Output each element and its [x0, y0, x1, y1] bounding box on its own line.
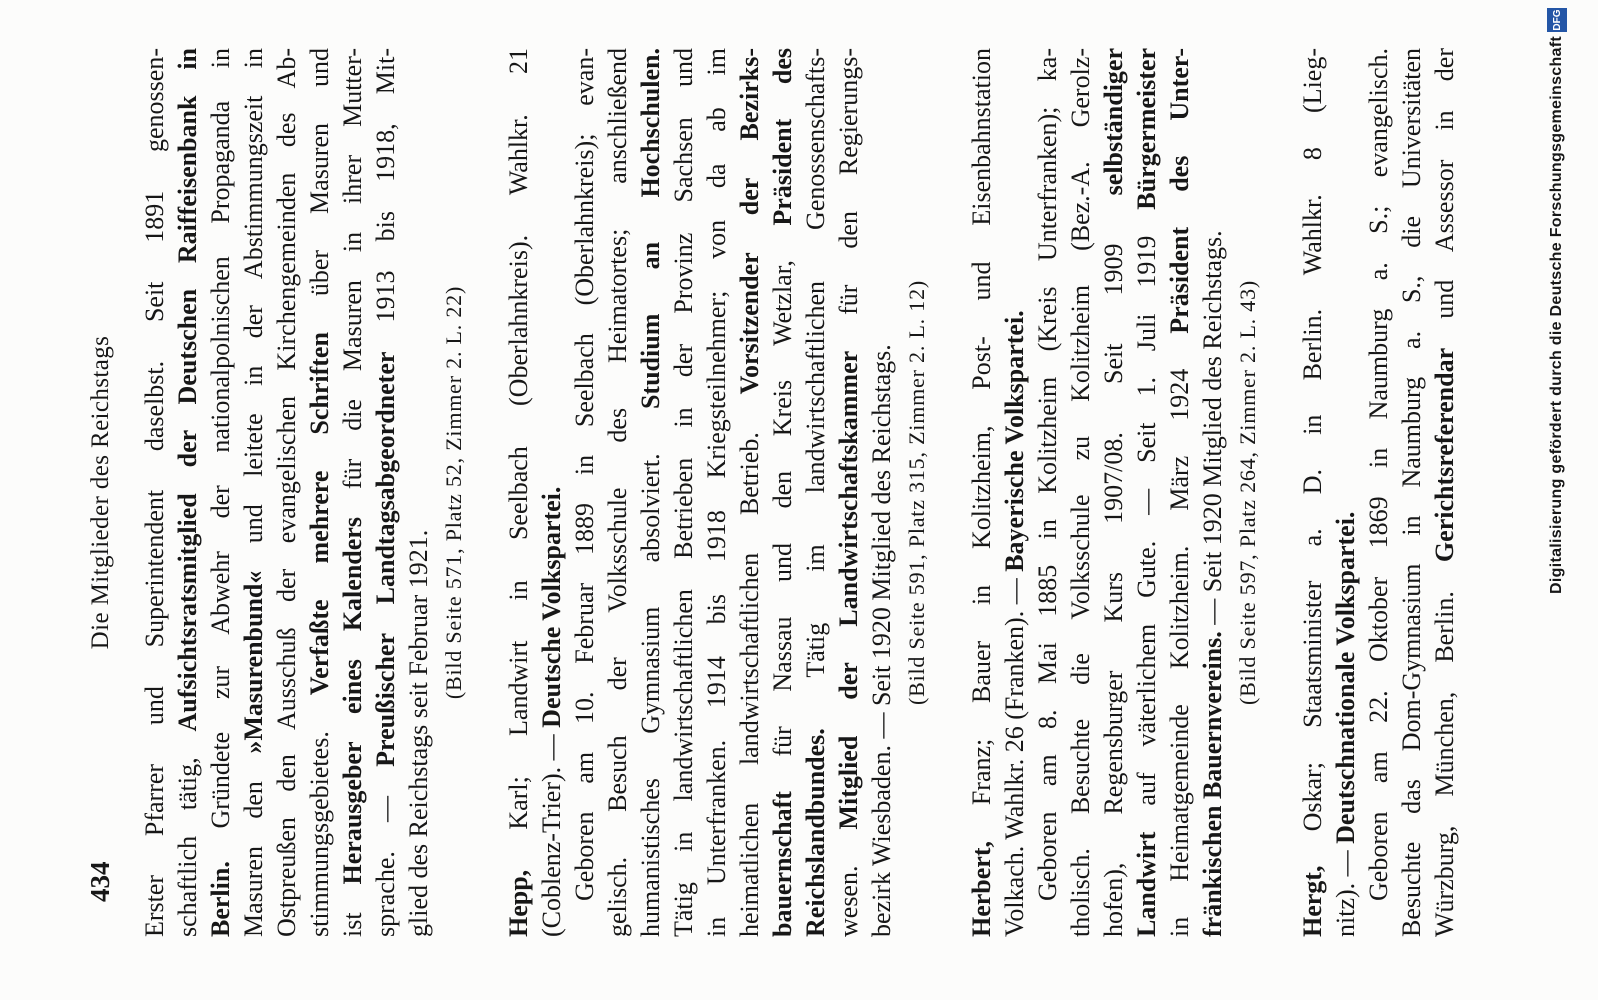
bold-text: Verfaßte mehrere Schriften: [305, 332, 334, 696]
text-line: [1296, 48, 1329, 937]
picture-seat-room-reference: (Bild Seite 591, Platz 315, Zimmer 2. L. 12): [904, 279, 929, 706]
text-segment: für Nassau und den Kreis Wetzlar,: [768, 225, 797, 792]
text-segment: in Heimatgemeinde Kolitzheim. März 1924: [1165, 333, 1194, 937]
text-line: [965, 48, 998, 937]
text-line: [270, 48, 303, 937]
bold-text: Bayerische Volkspartei.: [1000, 310, 1029, 572]
text-segment: wesen.: [834, 829, 863, 937]
bold-text: Gerichtsreferendar: [1430, 347, 1459, 563]
text-line: [998, 48, 1031, 937]
bold-text: Aufsichtsratsmitglied der Deutschen Raiffeisenbank in: [173, 48, 202, 732]
text-line: [601, 48, 634, 937]
text-line: [402, 48, 435, 937]
entry-heading: [502, 48, 568, 937]
bold-text: Präsident des Unter-: [1165, 48, 1194, 334]
entry-body: [138, 48, 435, 937]
digitization-notice-text: Digitalisierung gefördert durch die Deutsche Forschungsgemeinschaft: [1548, 36, 1565, 594]
text-segment: ist: [338, 884, 367, 937]
text-segment: Geboren am 10. Februar 1889 in Seelbach (Oberlahnkreis); evan-: [570, 48, 599, 901]
text-line: [336, 48, 369, 937]
text-segment: und leitete in der Abstimmungszeit in: [239, 48, 268, 571]
text-segment: Tätig in landwirtschaftlichen Betrieben in der Provinz Sachsen und: [669, 48, 698, 937]
text-line: [237, 48, 270, 937]
bold-text: Mitglied der Landwirtschaftskammer: [834, 350, 863, 830]
bold-text: Reichslandbundes.: [801, 728, 830, 937]
text-segment: Oskar; Staatsminister a. D. in Berlin. Wahlkr. 8 (Lieg-: [1298, 48, 1327, 866]
entry-body: [1031, 48, 1229, 937]
text-segment: Masuren den: [239, 753, 268, 937]
text-segment: Franz; Bauer in Kolitzheim, Post- und Eisenbahnstation: [967, 48, 996, 841]
text-segment: hofen), Regensburger Kurs 1907/08. Seit 1909: [1099, 195, 1128, 937]
text-line: [568, 48, 601, 937]
entry-heading: [965, 48, 1031, 937]
text-line: [1362, 48, 1395, 937]
text-segment: Würzburg, München, Berlin.: [1430, 562, 1459, 937]
text-line: [1395, 48, 1428, 937]
text-segment: Volkach. Wahlkr. 26 (Franken). —: [1000, 571, 1029, 937]
text-line: [667, 48, 700, 937]
bold-text: selbständiger: [1099, 48, 1128, 196]
text-segment: auf väterlichem Gute. — Seit 1. Juli 1919: [1132, 209, 1161, 832]
page-number: 434: [85, 861, 115, 902]
text-line: [369, 48, 402, 937]
dfg-logo: DFG: [1547, 8, 1567, 32]
text-segment: stimmungsgebietes.: [305, 695, 334, 937]
text-segment: Gründete zur Abwehr der nationalpolnischen Propaganda in: [206, 48, 235, 862]
text-line: [700, 48, 733, 937]
running-title: Die Mitglieder des Reichstags: [87, 335, 114, 650]
text-line: [799, 48, 832, 937]
text-line: [733, 48, 766, 937]
text-line: [1428, 48, 1461, 937]
text-line: [766, 48, 799, 937]
text-line: [171, 48, 204, 937]
text-segment: und Assessor in der: [1430, 48, 1459, 348]
text-line: [865, 48, 898, 937]
text-line: [535, 48, 568, 937]
text-segment: in Unterfranken. 1914 bis 1918 Kriegsteilnehmer; von da ab im: [702, 48, 731, 937]
text-line: [1064, 48, 1097, 937]
text-line: [1130, 48, 1163, 937]
bold-text: Präsident des: [768, 48, 797, 226]
text-line: [1031, 48, 1064, 937]
bold-text: fränkischen Bauernvereins.: [1198, 631, 1227, 937]
text-segment: gelisch. Besuch der Volksschule des Heimatortes; anschließend: [603, 48, 632, 937]
bold-text: Studium an Hochschulen.: [636, 48, 665, 410]
text-segment: Karl; Landwirt in Seelbach (Oberlahnkreis). Wahlkr. 21: [504, 48, 533, 870]
bold-text: »Masurenbund«: [239, 570, 268, 754]
text-segment: — Seit 1920 Mitglied des Reichstags.: [1198, 230, 1227, 632]
member-name: Hergt,: [1298, 865, 1327, 937]
member-name: Herbert,: [967, 840, 996, 937]
text-segment: Tätig im landwirtschaftlichen Genossenschafts-: [801, 48, 830, 729]
text-segment: Geboren am 8. Mai 1885 in Kolitzheim (Kreis Unterfranken); ka-: [1033, 48, 1062, 901]
biography-entry: [965, 48, 1264, 937]
bold-text: Deutsche Volkspartei.: [537, 486, 566, 728]
bold-text: Landwirt: [1132, 831, 1161, 937]
text-segment: humanistisches Gymnasium absolviert.: [636, 409, 665, 937]
bold-text: Berlin.: [206, 861, 235, 937]
text-segment: heimatlichen landwirtschaftlichen Betrieb.: [735, 394, 764, 937]
text-line: [1329, 48, 1362, 937]
page-header: [84, 48, 117, 937]
text-segment: tholisch. Besuchte die Volksschule zu Kolitzheim (Bez.-A. Gerolz-: [1066, 48, 1095, 937]
entry-heading: [1296, 48, 1362, 937]
text-segment: nitz). —: [1331, 843, 1360, 937]
page-content: [138, 48, 1461, 937]
biography-entry: [138, 48, 470, 937]
bold-text: Bürgermeister: [1132, 48, 1161, 210]
text-line: [204, 48, 237, 937]
bold-text: Herausgeber eines Kalenders: [338, 517, 367, 885]
biography-entry: [1296, 48, 1461, 937]
text-segment: 1913 bis 1918, Mit-: [371, 48, 400, 352]
text-line: [634, 48, 667, 937]
text-line: [832, 48, 865, 937]
picture-seat-room-reference: (Bild Seite 597, Platz 264, Zimmer 2. L. 43): [1235, 279, 1260, 706]
text-segment: schaftlich tätig,: [173, 731, 202, 937]
text-line: [1097, 48, 1130, 937]
text-segment: bezirk Wiesbaden. — Seit 1920 Mitglied des Reichstags.: [867, 344, 896, 937]
text-segment: für die Masuren in ihrer Mutter-: [338, 48, 367, 518]
bold-text: Deutschnationale Volkspartei.: [1331, 511, 1360, 844]
text-line: [303, 48, 336, 937]
text-segment: Besuchte das Dom-Gymnasium in Naumburg a. S., die Universitäten: [1397, 48, 1426, 937]
text-segment: Ostpreußen den Ausschuß der evangelischen Kirchengemeinden des Ab-: [272, 48, 301, 937]
bold-text: Vorsitzender der Bezirks-: [735, 48, 764, 395]
entry-body: [568, 48, 898, 937]
text-line: [138, 48, 171, 937]
text-segment: für den Regierungs-: [834, 48, 863, 351]
text-segment: Erster Pfarrer und Superintendent daselbst. Seit 1891 genossen-: [140, 48, 169, 937]
entry-body: [1362, 48, 1461, 937]
biography-entry: [502, 48, 933, 937]
text-line: [1163, 48, 1196, 937]
member-name: Hepp,: [504, 869, 533, 937]
picture-seat-room-reference: (Bild Seite 571, Platz 52, Zimmer 2. L. 22): [441, 285, 466, 700]
text-line: [502, 48, 535, 937]
text-segment: Geboren am 22. Oktober 1869 in Naumburg a. S.; evangelisch.: [1364, 48, 1393, 901]
bold-text: bauernschaft: [768, 791, 797, 937]
digitization-notice: [1547, 8, 1567, 594]
text-segment: über Masuren und: [305, 48, 334, 333]
text-segment: (Coblenz-Trier). —: [537, 727, 566, 937]
text-segment: sprache. —: [371, 766, 400, 937]
text-segment: glied des Reichstags seit Februar 1921.: [404, 529, 433, 937]
bold-text: Preußischer Landtagsabgeordneter: [371, 351, 400, 767]
text-line: [1196, 48, 1229, 937]
